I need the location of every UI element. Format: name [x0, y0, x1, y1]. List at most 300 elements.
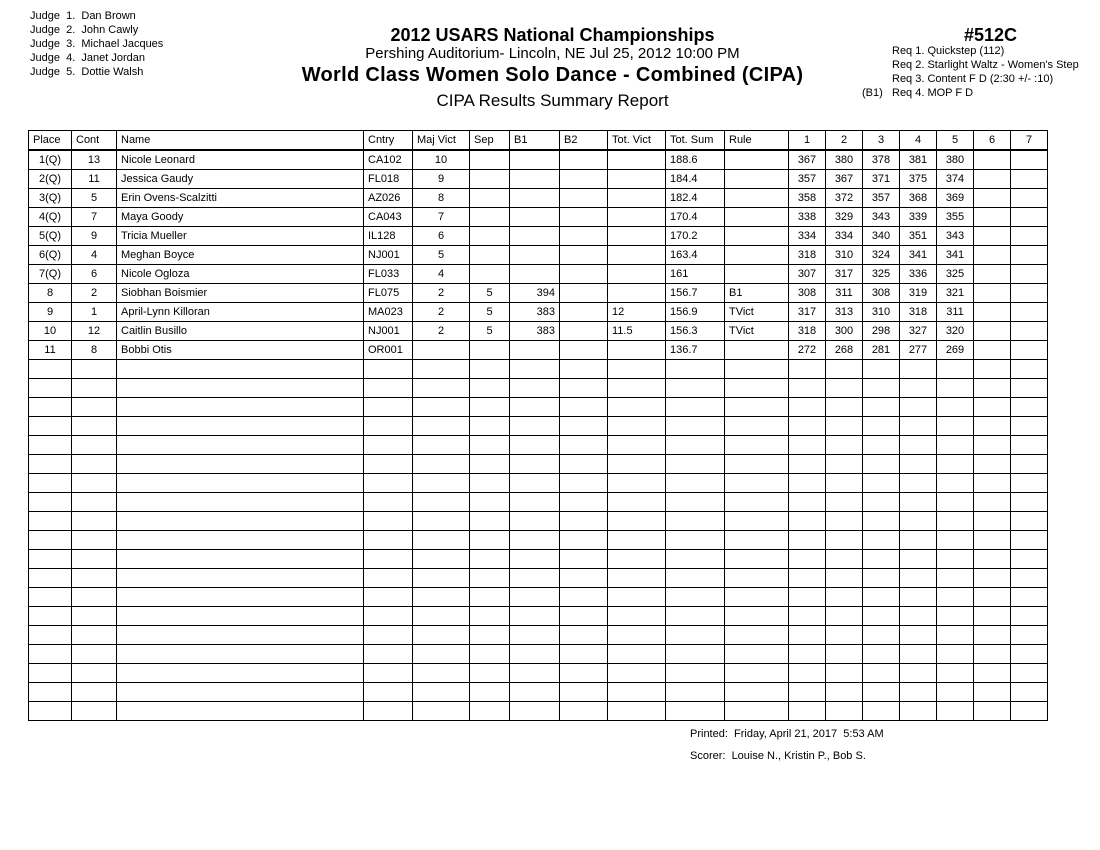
table-cell [863, 664, 900, 683]
table-cell: 338 [789, 208, 826, 227]
empty-row [29, 417, 1048, 436]
table-cell: 188.6 [666, 150, 725, 170]
table-cell [789, 683, 826, 702]
table-cell [72, 588, 117, 607]
table-cell [666, 474, 725, 493]
table-row [29, 341, 1048, 360]
table-cell [725, 607, 789, 626]
table-cell [666, 645, 725, 664]
table-cell [364, 626, 413, 645]
table-row [29, 246, 1048, 265]
table-cell: 268 [826, 341, 863, 360]
empty-row [29, 702, 1048, 721]
table-cell: 8 [72, 341, 117, 360]
table-cell [470, 189, 510, 208]
table-cell: 325 [937, 265, 974, 284]
table-cell [974, 303, 1011, 322]
empty-row [29, 379, 1048, 398]
table-cell [826, 493, 863, 512]
table-cell [826, 569, 863, 588]
table-cell: 367 [789, 150, 826, 170]
judge-item: Judge 3. Michael Jacques [30, 38, 164, 50]
table-cell [608, 341, 666, 360]
judge-item: Judge 5. Dottie Walsh [30, 66, 144, 78]
table-cell [608, 512, 666, 531]
table-cell: 378 [863, 150, 900, 170]
table-cell [937, 683, 974, 702]
table-cell [863, 512, 900, 531]
table-cell [29, 569, 72, 588]
table-cell: 311 [826, 284, 863, 303]
table-cell: 2 [413, 284, 470, 303]
table-cell [863, 436, 900, 455]
table-cell [826, 683, 863, 702]
table-cell [413, 341, 470, 360]
table-cell: 3(Q) [29, 189, 72, 208]
table-cell [826, 588, 863, 607]
table-cell [900, 360, 937, 379]
table-cell [72, 607, 117, 626]
table-cell [725, 265, 789, 284]
table-cell [364, 569, 413, 588]
requirement-prefix [862, 44, 892, 58]
table-cell [364, 360, 413, 379]
table-cell: 318 [789, 246, 826, 265]
empty-row [29, 360, 1048, 379]
column-header: 6 [974, 131, 1011, 151]
empty-row [29, 607, 1048, 626]
table-cell [470, 550, 510, 569]
table-cell: 4 [72, 246, 117, 265]
table-cell: 334 [789, 227, 826, 246]
table-cell: IL128 [364, 227, 413, 246]
table-cell [900, 645, 937, 664]
table-cell [608, 265, 666, 284]
table-cell: 6 [413, 227, 470, 246]
table-cell [510, 531, 560, 550]
table-cell [826, 664, 863, 683]
table-cell: 308 [863, 284, 900, 303]
table-cell [789, 626, 826, 645]
table-cell [937, 417, 974, 436]
empty-row [29, 588, 1048, 607]
table-row [29, 170, 1048, 189]
table-cell [117, 398, 364, 417]
table-cell [1011, 379, 1048, 398]
table-cell [470, 607, 510, 626]
table-cell [470, 417, 510, 436]
table-cell [725, 626, 789, 645]
table-cell: 311 [937, 303, 974, 322]
table-cell: 307 [789, 265, 826, 284]
table-cell: Caitlin Busillo [117, 322, 364, 341]
table-cell: 357 [863, 189, 900, 208]
table-cell [974, 607, 1011, 626]
table-cell [470, 645, 510, 664]
column-header: 7 [1011, 131, 1048, 151]
table-cell [725, 455, 789, 474]
table-cell [413, 474, 470, 493]
table-cell [510, 702, 560, 721]
table-cell [72, 398, 117, 417]
table-cell: 5 [413, 246, 470, 265]
table-cell [560, 398, 608, 417]
table-cell [608, 189, 666, 208]
table-cell [560, 550, 608, 569]
event-number: #512C [964, 25, 1018, 45]
table-cell [72, 702, 117, 721]
table-cell [826, 436, 863, 455]
table-cell: 7(Q) [29, 265, 72, 284]
table-cell: Bobbi Otis [117, 341, 364, 360]
scorer-list: Scorer: Louise N., Kristin P., Bob S. [690, 750, 866, 762]
table-cell [826, 607, 863, 626]
table-cell [1011, 150, 1048, 170]
table-cell [29, 645, 72, 664]
table-cell [974, 417, 1011, 436]
table-cell [900, 626, 937, 645]
table-cell [900, 702, 937, 721]
table-cell [364, 493, 413, 512]
empty-row [29, 569, 1048, 588]
table-cell: Nicole Ogloza [117, 265, 364, 284]
table-cell [72, 474, 117, 493]
table-cell [117, 569, 364, 588]
requirement-prefix: (B1) [862, 87, 883, 99]
table-cell [608, 569, 666, 588]
event-name: World Class Women Solo Dance - Combined (CIPA) [301, 64, 804, 86]
table-cell [29, 436, 72, 455]
table-cell: 5 [470, 303, 510, 322]
table-cell [608, 550, 666, 569]
judge-item: Judge 4. Janet Jordan [30, 52, 145, 64]
table-cell [974, 455, 1011, 474]
table-cell [117, 455, 364, 474]
table-cell [510, 150, 560, 170]
table-cell [72, 683, 117, 702]
table-cell [725, 569, 789, 588]
table-cell [413, 436, 470, 455]
table-cell [789, 664, 826, 683]
table-cell [666, 531, 725, 550]
table-cell [1011, 569, 1048, 588]
table-cell [560, 150, 608, 170]
judge-item: Judge 1. Dan Brown [30, 10, 136, 22]
table-cell [608, 607, 666, 626]
table-cell [364, 645, 413, 664]
column-header: Maj Vict [413, 131, 470, 151]
table-cell [1011, 683, 1048, 702]
table-cell [974, 645, 1011, 664]
table-cell [510, 645, 560, 664]
table-cell [510, 512, 560, 531]
table-cell: 5 [470, 284, 510, 303]
table-cell: 336 [900, 265, 937, 284]
table-cell [560, 189, 608, 208]
table-cell [29, 664, 72, 683]
table-cell [937, 436, 974, 455]
table-cell [29, 379, 72, 398]
table-cell [725, 227, 789, 246]
empty-row [29, 474, 1048, 493]
table-cell [789, 379, 826, 398]
table-cell [560, 208, 608, 227]
table-cell [510, 569, 560, 588]
table-cell [826, 702, 863, 721]
table-cell [608, 531, 666, 550]
table-cell [789, 360, 826, 379]
table-cell [72, 379, 117, 398]
table-cell [863, 493, 900, 512]
table-cell [608, 626, 666, 645]
table-cell [608, 208, 666, 227]
table-cell [510, 265, 560, 284]
table-cell: 340 [863, 227, 900, 246]
column-header: 5 [937, 131, 974, 151]
table-cell [510, 588, 560, 607]
table-cell [863, 607, 900, 626]
table-cell [510, 189, 560, 208]
table-cell [470, 150, 510, 170]
table-cell: FL033 [364, 265, 413, 284]
table-cell: 2(Q) [29, 170, 72, 189]
table-cell [974, 379, 1011, 398]
table-cell [470, 664, 510, 683]
table-cell [470, 208, 510, 227]
table-cell [470, 455, 510, 474]
table-cell: Nicole Leonard [117, 150, 364, 170]
table-cell [863, 550, 900, 569]
table-cell [72, 531, 117, 550]
table-cell: 11.5 [608, 322, 666, 341]
table-cell [974, 664, 1011, 683]
table-cell [364, 607, 413, 626]
table-cell: 156.3 [666, 322, 725, 341]
table-cell [29, 550, 72, 569]
table-cell [413, 588, 470, 607]
table-cell [1011, 664, 1048, 683]
table-cell [1011, 170, 1048, 189]
table-cell [510, 455, 560, 474]
table-cell [510, 626, 560, 645]
table-cell [974, 512, 1011, 531]
table-cell [900, 417, 937, 436]
table-cell [974, 474, 1011, 493]
table-cell [826, 379, 863, 398]
table-cell [789, 436, 826, 455]
table-cell [29, 455, 72, 474]
table-cell [900, 588, 937, 607]
table-cell [72, 417, 117, 436]
table-cell [608, 702, 666, 721]
table-cell [117, 683, 364, 702]
table-cell [863, 379, 900, 398]
table-cell [560, 379, 608, 398]
table-cell [608, 436, 666, 455]
empty-row [29, 645, 1048, 664]
table-cell [900, 398, 937, 417]
table-cell: 321 [937, 284, 974, 303]
table-cell [1011, 702, 1048, 721]
table-cell [364, 588, 413, 607]
table-cell [470, 360, 510, 379]
table-cell [666, 588, 725, 607]
table-cell: 325 [863, 265, 900, 284]
table-cell: 9 [72, 227, 117, 246]
table-cell [413, 512, 470, 531]
table-cell: 10 [413, 150, 470, 170]
table-cell [974, 265, 1011, 284]
table-body [29, 150, 1048, 721]
table-cell [666, 569, 725, 588]
table-cell [510, 227, 560, 246]
table-cell: Maya Goody [117, 208, 364, 227]
results-table [28, 130, 1048, 721]
table-cell [1011, 398, 1048, 417]
table-cell: 277 [900, 341, 937, 360]
table-cell [510, 683, 560, 702]
table-cell [413, 645, 470, 664]
table-cell [510, 208, 560, 227]
table-cell [117, 645, 364, 664]
table-cell [900, 512, 937, 531]
table-cell [666, 417, 725, 436]
table-cell: 372 [826, 189, 863, 208]
table-cell [974, 436, 1011, 455]
table-cell: 300 [826, 322, 863, 341]
table-cell: 319 [900, 284, 937, 303]
table-cell [29, 474, 72, 493]
table-cell: TVict [725, 303, 789, 322]
table-cell [1011, 455, 1048, 474]
table-cell [826, 531, 863, 550]
table-cell: 7 [72, 208, 117, 227]
table-cell [364, 512, 413, 531]
table-cell [937, 379, 974, 398]
table-cell [117, 379, 364, 398]
table-cell [29, 398, 72, 417]
table-cell [510, 246, 560, 265]
table-cell: 1 [72, 303, 117, 322]
table-cell: 374 [937, 170, 974, 189]
table-cell: AZ026 [364, 189, 413, 208]
table-cell [608, 474, 666, 493]
table-cell [364, 550, 413, 569]
table-cell [937, 607, 974, 626]
table-cell [608, 645, 666, 664]
table-cell [413, 702, 470, 721]
table-cell [974, 531, 1011, 550]
table-cell [560, 360, 608, 379]
table-cell [29, 417, 72, 436]
table-cell [974, 170, 1011, 189]
report-title: 2012 USARS National Championships [390, 25, 715, 45]
table-cell [937, 626, 974, 645]
table-cell [470, 626, 510, 645]
table-cell [666, 360, 725, 379]
table-cell [900, 493, 937, 512]
table-cell [72, 455, 117, 474]
table-cell [510, 170, 560, 189]
table-cell [826, 398, 863, 417]
table-cell [789, 455, 826, 474]
table-cell [725, 360, 789, 379]
empty-row [29, 550, 1048, 569]
table-cell: 327 [900, 322, 937, 341]
venue-date: Pershing Auditorium- Lincoln, NE Jul 25, 2012 10:00 PM [365, 45, 740, 62]
column-header: Sep [470, 131, 510, 151]
table-cell [937, 493, 974, 512]
table-cell [666, 398, 725, 417]
table-cell [608, 664, 666, 683]
table-cell: 310 [826, 246, 863, 265]
table-row [29, 208, 1048, 227]
table-cell [117, 607, 364, 626]
table-cell [1011, 531, 1048, 550]
table-cell [560, 265, 608, 284]
table-cell: 13 [72, 150, 117, 170]
column-header: Tot. Vict [608, 131, 666, 151]
table-cell: 4(Q) [29, 208, 72, 227]
table-cell [863, 702, 900, 721]
table-cell [789, 474, 826, 493]
table-cell [413, 550, 470, 569]
table-cell [364, 379, 413, 398]
table-cell: 156.9 [666, 303, 725, 322]
table-cell: 12 [608, 303, 666, 322]
table-cell [725, 493, 789, 512]
table-cell: 320 [937, 322, 974, 341]
table-cell [974, 702, 1011, 721]
table-cell [117, 436, 364, 455]
table-cell [608, 588, 666, 607]
table-cell: 351 [900, 227, 937, 246]
table-cell [29, 512, 72, 531]
empty-row [29, 493, 1048, 512]
table-cell [470, 227, 510, 246]
report-subtitle: CIPA Results Summary Report [436, 91, 669, 110]
table-cell [510, 379, 560, 398]
table-cell [364, 474, 413, 493]
table-cell [826, 550, 863, 569]
table-cell [29, 360, 72, 379]
table-cell [974, 341, 1011, 360]
table-cell [666, 683, 725, 702]
table-cell [470, 493, 510, 512]
table-cell [560, 474, 608, 493]
table-cell [789, 702, 826, 721]
table-cell [725, 341, 789, 360]
empty-row [29, 626, 1048, 645]
table-cell [666, 702, 725, 721]
table-cell [900, 531, 937, 550]
column-header: Place [29, 131, 72, 151]
table-cell [725, 189, 789, 208]
table-cell: 7 [413, 208, 470, 227]
table-cell [364, 702, 413, 721]
table-cell [510, 493, 560, 512]
table-cell [72, 645, 117, 664]
table-cell [974, 683, 1011, 702]
table-cell [725, 150, 789, 170]
table-cell [666, 607, 725, 626]
table-cell [789, 417, 826, 436]
table-cell [826, 626, 863, 645]
table-cell: April-Lynn Killoran [117, 303, 364, 322]
table-cell [72, 512, 117, 531]
table-cell [725, 208, 789, 227]
table-cell: 10 [29, 322, 72, 341]
